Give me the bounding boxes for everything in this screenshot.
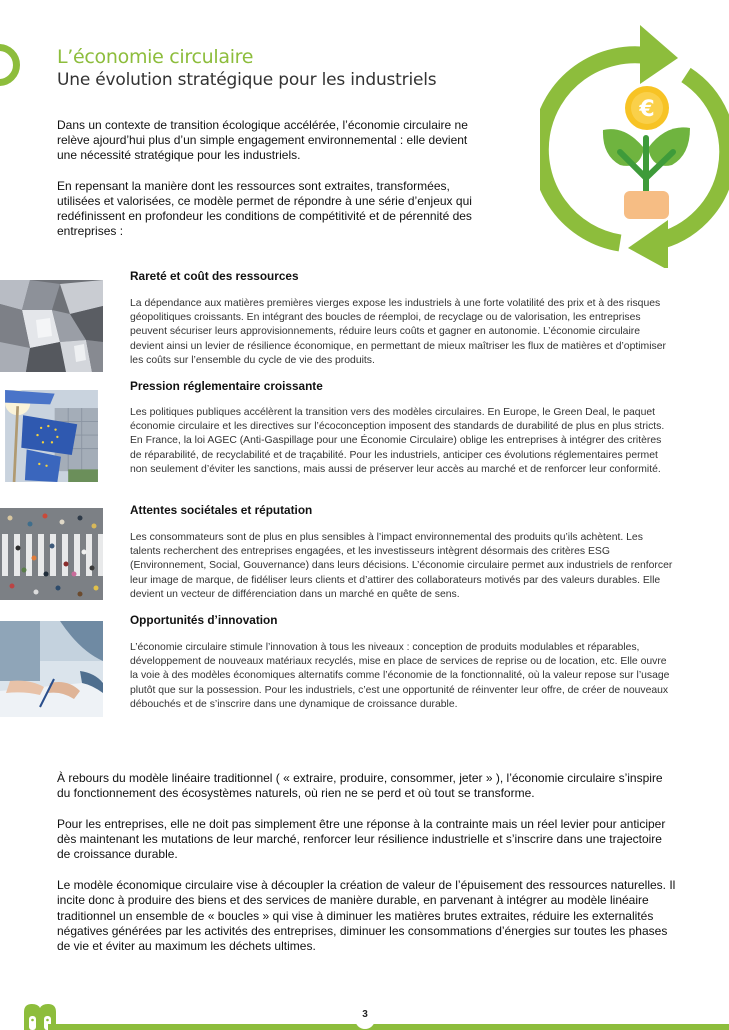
conclusion-paragraph: Pour les entreprises, elle ne doit pas simplement être une réponse à la contrainte mais un réel levier pour anticiper dès maintenant les mutations de leur marché, renforcer leur résilience industrielle et s’inscrire dans une trajectoire de croissance durable. [57, 816, 666, 862]
arrow-head-top [640, 25, 678, 84]
footer-rule [48, 1024, 729, 1030]
section-title: Opportunités d’innovation [130, 613, 278, 627]
corner-ring-decoration [0, 44, 20, 86]
team-hands-photo [0, 621, 103, 717]
section-title: Attentes sociétales et réputation [130, 503, 313, 517]
pot-icon [624, 191, 669, 219]
crowd-crosswalk-photo [0, 508, 103, 600]
page-title: L’économie circulaire [57, 46, 254, 68]
intro-paragraph: Dans un contexte de transition écologique accélérée, l’économie circulaire ne relève ajourd’hui plus d’un simple engagement environnemental : elle devient une nécessité stratégique pour les industriels. [57, 118, 468, 163]
leaf-left-icon [603, 129, 644, 166]
leaf-right-icon [648, 127, 690, 165]
page-subtitle: Une évolution stratégique pour les industriels [57, 70, 437, 90]
metal-ore-photo [0, 280, 103, 372]
conclusion-text [57, 771, 677, 970]
eu-flags-photo [0, 390, 103, 482]
circular-arrows-euro-plant-icon [540, 20, 729, 268]
section-body: Les consommateurs sont de plus en plus sensibles à l’impact environnemental des produits qu’ils achètent. Les talents recherchent des entreprises engagées, et les investisseurs intègrent désormais des critères ESG (Environnement, Social, Gouvernance) dans leurs décisions. L’économie circulaire permet aux industriels de renforcer leur image de marque, de fidéliser leurs clients et d’attirer des collaborateurs motivés par des valeurs durables. Elle devient un vecteur de différenciation dans un marché en quête de sens. [130, 532, 673, 600]
section-title: Pression réglementaire croissante [130, 379, 323, 393]
intro-text [57, 118, 477, 254]
section-body: Les politiques publiques accélèrent la transition vers des modèles circulaires. En Europe, le Green Deal, le paquet économie circulaire et les directives sur l’écoconception imposent des standards de durabilité de plus en plus stricts. En France, la loi AGEC (Anti-Gaspillage pour une Économie Circulaire) oblige les entreprises à intégrer des critères de réparabilité, de recyclabilité et de traçabilité. Pour les industriels, anticiper ces évolutions réglementaires permet non seulement d’éviter les sanctions, mais aussi de préserver leur accès au marché et de renforcer leur conformité. [130, 407, 665, 475]
section-title: Rareté et coût des ressources [130, 269, 299, 283]
arrow-head-bottom [628, 220, 668, 268]
intro-paragraph: En repensant la manière dont les ressources sont extraites, transformées, utilisées et valorisées, ce modèle permet de répondre à une série d’enjeux qui redéfinissent en profondeur les conditions de compétitivité et de pérennité des entreprises : [57, 178, 472, 239]
section-body: La dépendance aux matières premières vierges expose les industriels à une forte volatilité des prix et à des risques géopolitiques croissants. En intégrant des boucles de réemploi, de recyclage ou de valorisation, les entreprises peuvent sécuriser leurs approvisionnements, réduire leurs coûts et gagner en autonomie. L’économie circulaire devient ainsi un levier de résilience économique, en permettant de mieux maîtriser les flux de matières et d’optimiser les coûts sur l’ensemble du cycle de vie des produits. [130, 298, 666, 366]
page-number: 3 [362, 1009, 368, 1020]
section-body: L’économie circulaire stimule l’innovation à tous les niveaux : conception de produits modulables et réparables, développement de nouveaux matériaux recyclés, mise en place de services de reprise ou de location, etc. Elle ouvre la voie à des modèles économiques alternatifs comme l’économie de la fonctionnalité, où la valeur repose sur l’usage plutôt que sur la possession. Pour les industriels, c’est une opportunité de réinventer leur offre, de créer de nouveaux débouchés et de s’inscrire dans une dynamique de croissance durable. [130, 642, 670, 710]
euro-glyph: € [639, 97, 655, 122]
conclusion-paragraph: À rebours du modèle linéaire traditionnel ( « extraire, produire, consommer, jeter » ), l’économie circulaire s’inspire du fonctionnement des écosystèmes naturels, où rien ne se perd et où tout se transforme. [57, 771, 663, 801]
conclusion-paragraph: Le modèle économique circulaire vise à découpler la création de valeur de l’épuisement des ressources naturelles. Il incite donc à produire des biens et des services de manière durable, en parvenant à intégrer au modèle linéaire traditionnel un ensemble de « boucles » qui vise à diminuer les matières brutes extraites, réduire les externalités négatives générées par les activités des entreprises, diminuer les consommations d’énergies sur toutes les phases de vie et éviter au maximum les déchets ultimes. [57, 878, 676, 954]
